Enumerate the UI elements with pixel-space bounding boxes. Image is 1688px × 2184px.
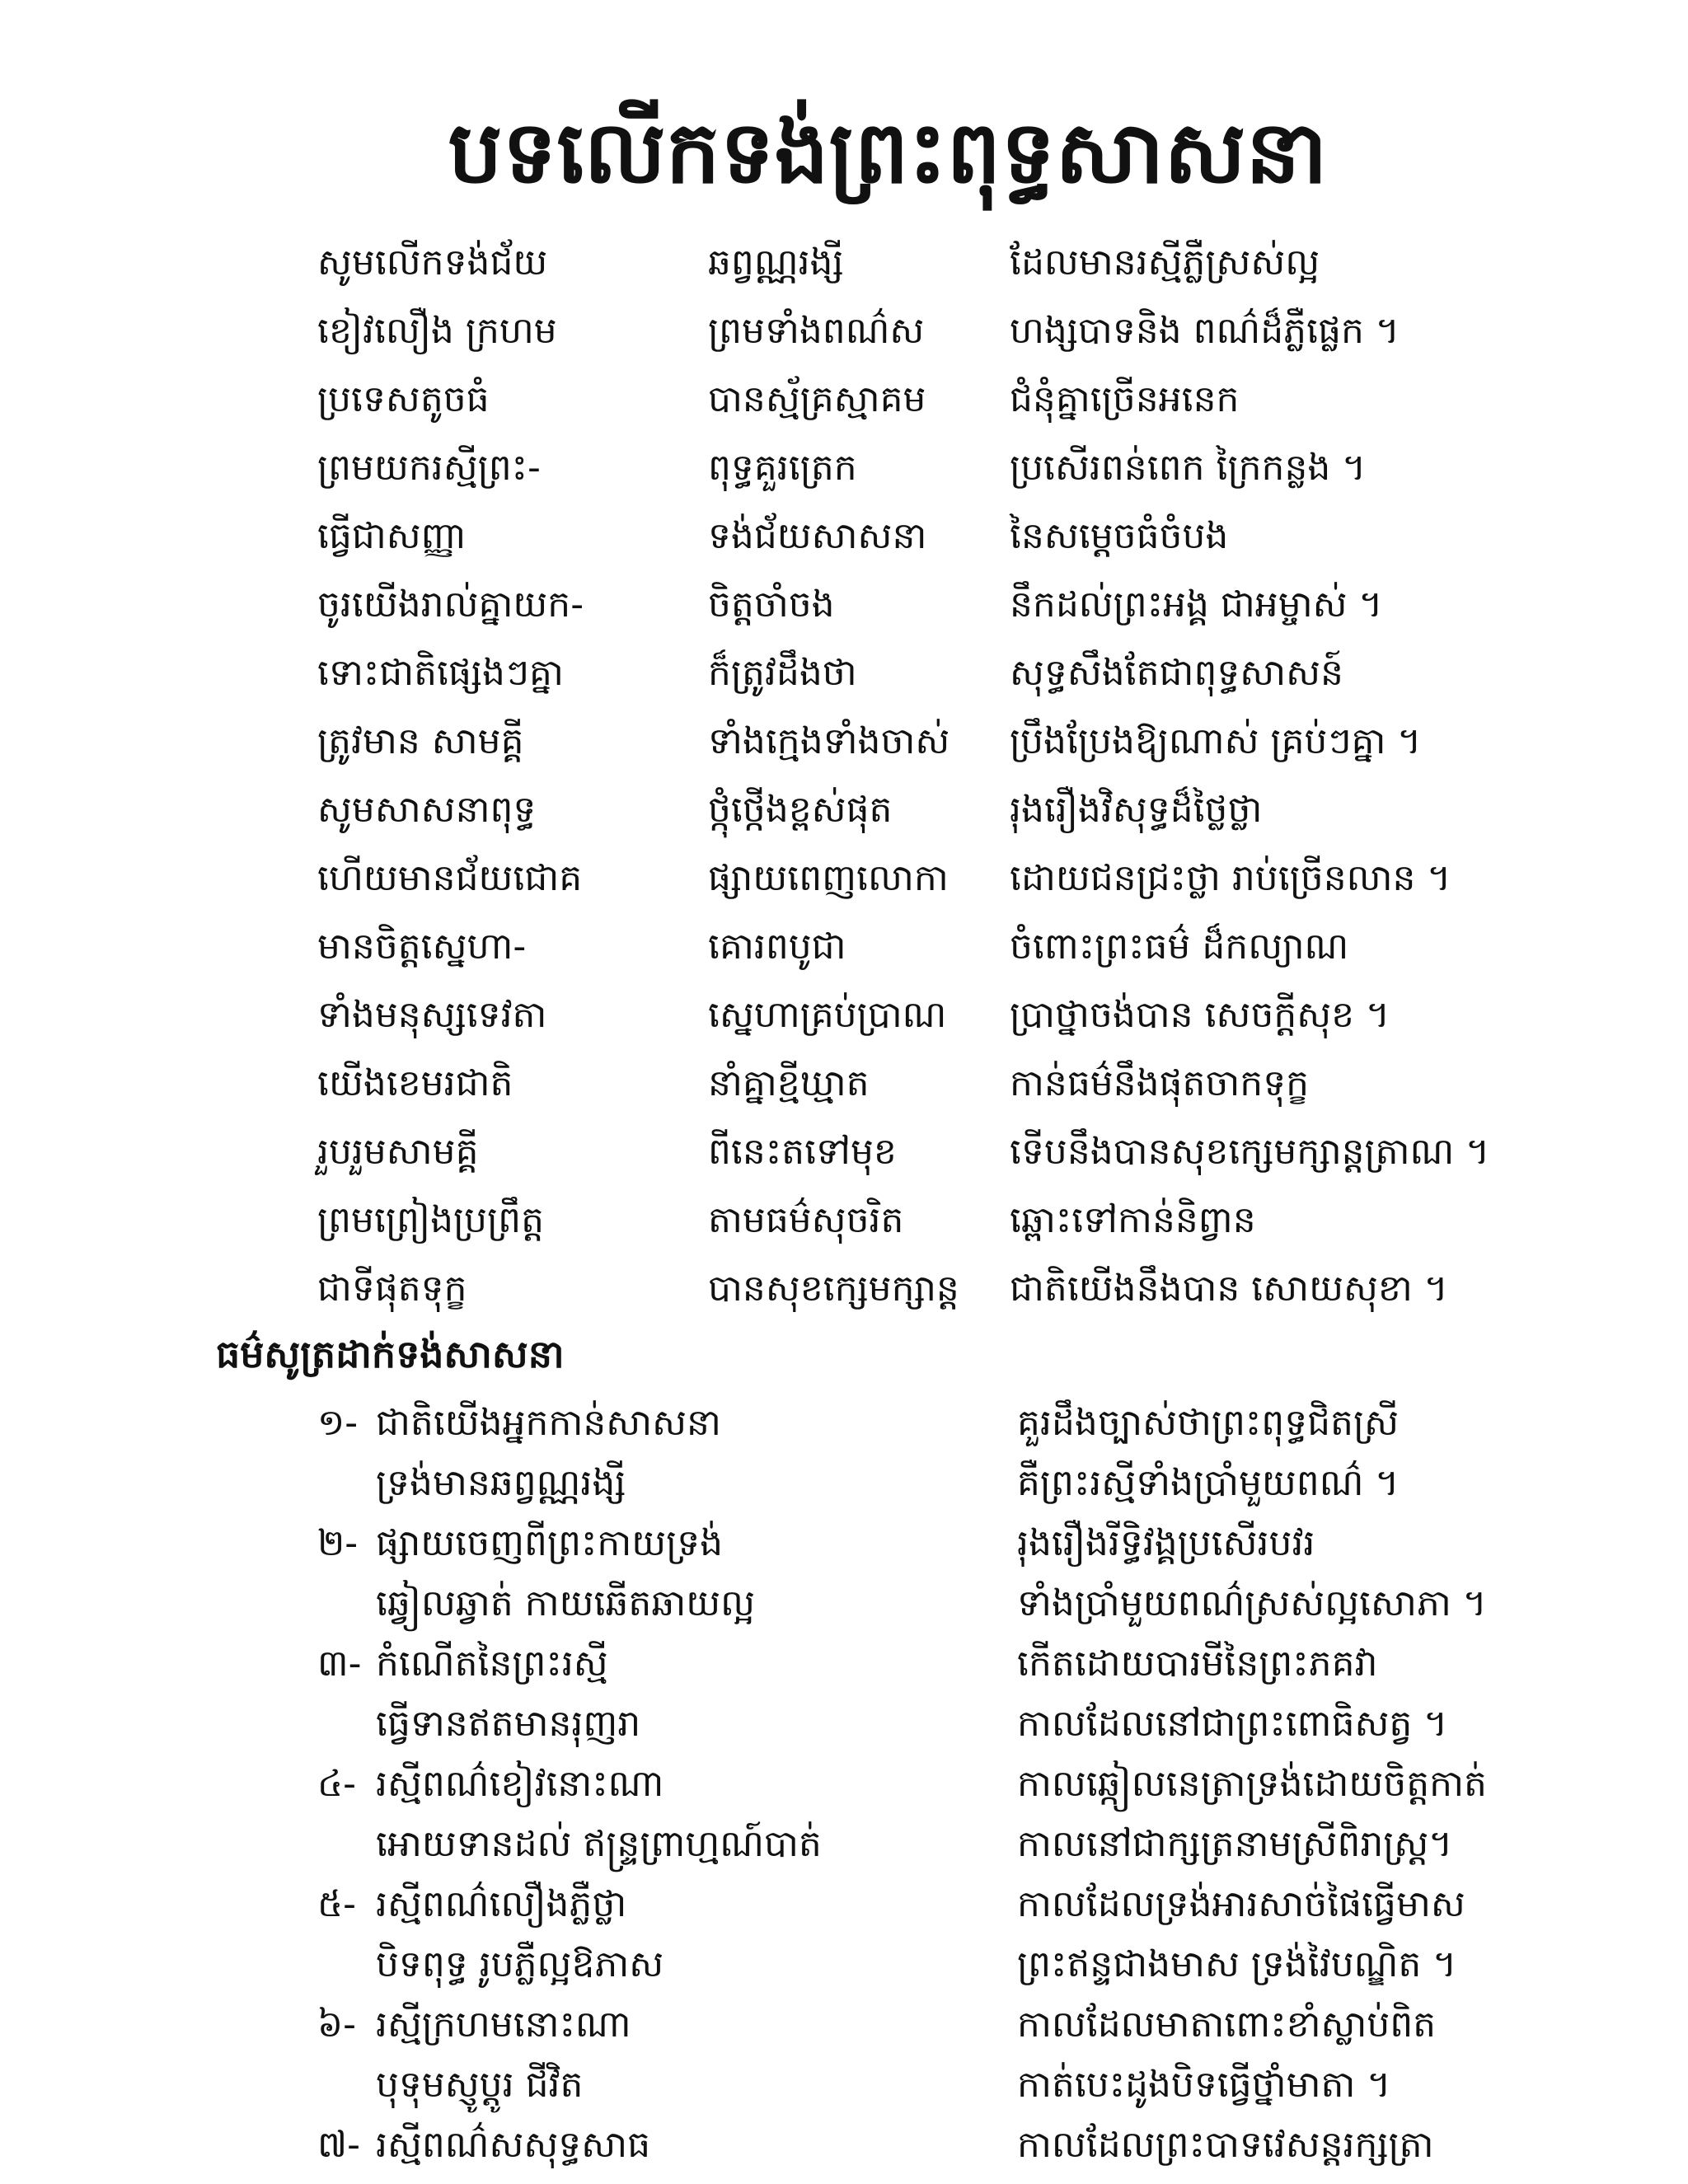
poem-phrase-3: ប្រាថ្នាចង់បាន សេចក្តីសុខ ។ <box>1010 994 1390 1036</box>
poem-phrase-3: នឹកដល់ព្រះអង្គ ជាអម្ចាស់ ។ <box>1010 583 1383 626</box>
verse-line <box>317 1633 1636 1694</box>
poem-phrase-1: ព្រមយករស្មីព្រះ- <box>317 447 541 489</box>
verse-number: ៤- <box>317 1763 357 1805</box>
poem-phrase-1: សូមលើកទង់ជ័យ <box>317 241 548 284</box>
poem-phrase-1: ខៀវលឿង ក្រហម <box>317 310 557 352</box>
poem-phrase-2: ពុទ្ធគួរត្រេក <box>708 447 857 489</box>
verse-line-left: ធ្វើទានឥតមានរុញរា <box>376 1703 641 1745</box>
poem-row <box>317 1254 1636 1323</box>
poem-row <box>317 844 1636 912</box>
poem-phrase-3: ជំនុំគ្នាច្រើនអនេក <box>1010 378 1240 420</box>
verse-number: ៧- <box>317 2124 360 2166</box>
verse-line-right: ទាំងប្រាំមួយពណ៌ស្រស់ល្អសោភា ។ <box>1017 1582 1487 1624</box>
poem-phrase-3: ប្រឹងប្រែងឱ្យណាស់ គ្រប់ៗគ្នា ។ <box>1010 720 1422 762</box>
poem-phrase-2: បានសុខក្សេមក្សាន្ត <box>708 1268 959 1310</box>
verse-line-left: រស្មីពណ៌លឿងភ្លឺថ្លា <box>376 1883 627 1925</box>
poem-phrase-1: សូមសាសនាពុទ្ធ <box>317 789 537 831</box>
verse-number-spacer <box>317 1453 376 1513</box>
poem-phrase-1: ទោះជាតិផ្សេងៗគ្នា <box>317 652 564 694</box>
poem-row <box>317 434 1636 502</box>
verse-line-right: កាលដែលទ្រង់អារសាច់ផៃធ្វើមាស <box>1017 1883 1465 1925</box>
verse-line <box>317 1874 1636 1934</box>
verse-number-spacer <box>317 1694 376 1754</box>
poem-phrase-1: ប្រទេសតូចធំ <box>317 378 490 420</box>
section-heading: ធម៌សូត្រដាក់ទង់សាសនា <box>216 1332 565 1376</box>
verse-line-right: កាលនៅជាក្សត្រនាមស្រីពិរាស្ត្រ។ <box>1017 1823 1453 1865</box>
poem-phrase-1: ធ្វើជាសញ្ញា <box>317 515 467 557</box>
verse-line-left: ទ្រង់មានឆព្វណ្ណរង្សី <box>376 1462 626 1504</box>
verse-number: ៦- <box>317 2004 357 2046</box>
verse-line-right: កើតដោយបារមីនៃព្រះភគវា <box>1017 1643 1378 1685</box>
verse-line-left: រស្មីពណ៌សសុទ្ធសាធ <box>376 2124 651 2166</box>
verse-line-right: កាលដែលមាតាពោះខាំស្លាប់ពិត <box>1017 2004 1437 2046</box>
verse-line-right: កាលដែលព្រះបាទវេសន្តរក្សត្រា <box>1017 2124 1434 2166</box>
verse-line-left: ឆ្វៀលឆ្វាត់ កាយឆើតឆាយល្អ <box>376 1582 756 1624</box>
poem-phrase-2: តាមធម៌សុចរិត <box>708 1199 904 1241</box>
poem-row <box>317 912 1636 981</box>
poem-phrase-2: បានស្ម័គ្រស្មាគម <box>708 378 926 420</box>
poem-phrase-1: យើងខេមរជាតិ <box>317 1062 513 1104</box>
poem-phrase-3: នៃសម្តេចធំចំបង <box>1010 515 1229 557</box>
poem-row <box>317 776 1636 844</box>
verse-line <box>317 2055 1636 2115</box>
poem <box>317 228 1636 1323</box>
poem-phrase-2: ឆព្វណ្ណរង្សី <box>708 241 844 284</box>
poem-row <box>317 228 1636 297</box>
poem-phrase-1: ព្រមព្រៀងប្រព្រឹត្ត <box>317 1199 544 1241</box>
verse-line <box>317 1393 1636 1453</box>
poem-row <box>317 365 1636 434</box>
poem-phrase-3: ហង្សបាទនិង ពណ៌ដ៏ភ្លឺផ្លេក ។ <box>1010 310 1400 352</box>
verse-number: ៥- <box>317 1883 357 1925</box>
verse-line-left: បិទពុទ្ធ រូបភ្លឺល្អឱភាស <box>376 1943 664 1985</box>
poem-row <box>317 570 1636 639</box>
poem-row <box>317 502 1636 570</box>
poem-row <box>317 639 1636 707</box>
verse-line <box>317 2115 1636 2175</box>
poem-phrase-3: កាន់ធម៌នឹងផុតចាកទុក្ខ <box>1010 1062 1310 1104</box>
verse-line-left: ជាតិយើងអ្នកកាន់សាសនា <box>376 1402 721 1444</box>
poem-phrase-3: ឆ្ពោះទៅកាន់និព្វាន <box>1010 1199 1256 1241</box>
poem-phrase-3: ទើបនឹងបានសុខក្សេមក្សាន្តត្រាណ ។ <box>1010 1131 1490 1173</box>
poem-phrase-1: មានចិត្តស្នេហា- <box>317 926 527 968</box>
verse-line-left: បុទុមស្ញូប្តូរ ជីវិត <box>376 2064 584 2106</box>
verse-line <box>317 1934 1636 1994</box>
poem-row <box>317 1186 1636 1254</box>
verse-line <box>317 1453 1636 1513</box>
verse-number: ១- <box>317 1402 359 1444</box>
verse-list <box>317 1393 1636 2175</box>
verse-number: ២- <box>317 1522 359 1564</box>
poem-phrase-2: គោរពបូជា <box>708 926 846 968</box>
verse-line <box>317 1513 1636 1573</box>
poem-phrase-1: ទាំងមនុស្សទេវតា <box>317 994 547 1036</box>
verse-number-spacer <box>317 1573 376 1633</box>
verse-number-spacer <box>317 1934 376 1994</box>
verse-number-spacer <box>317 2055 376 2115</box>
document-title: បទលើកទង់ព្រះពុទ្ធសាសនា <box>448 102 1328 203</box>
verse-line <box>317 1694 1636 1754</box>
poem-phrase-1: ជាទីផុតទុក្ខ <box>317 1268 467 1310</box>
verse-line-left: អោយទានដល់ ឥន្ទ្រព្រាហ្មណ៍បាត់ <box>376 1823 822 1865</box>
verse-line-left: ផ្សាយចេញពីព្រះកាយទ្រង់ <box>376 1522 724 1564</box>
verse-line-right: ព្រះឥន្ទជាងមាស ទ្រង់វៃបណ្ឌិត ។ <box>1017 1943 1457 1985</box>
poem-phrase-3: សុទ្ធសឹងតែជាពុទ្ធសាសន៍ <box>1010 652 1343 694</box>
poem-phrase-3: ចំពោះព្រះធម៌ ដ៏កល្យាណ <box>1010 926 1349 968</box>
poem-row <box>317 981 1636 1049</box>
poem-phrase-3: រុងរឿងវិសុទ្ធដ៏ថ្លៃថ្លា <box>1010 789 1263 831</box>
poem-phrase-2: ក៏ត្រូវដឹងថា <box>708 652 857 694</box>
poem-phrase-3: ប្រសើរពន់ពេក ក្រៃកន្លង ។ <box>1010 447 1367 489</box>
poem-phrase-2: ស្នេហាគ្រប់ប្រាណ <box>708 994 947 1036</box>
poem-phrase-2: ទាំងក្មេងទាំងចាស់ <box>708 720 950 762</box>
verse-line-left: រស្មីក្រហមនោះណា <box>376 2004 631 2046</box>
verse-line-right: កាលដែលនៅជាព្រះពោធិសត្វ ។ <box>1017 1703 1448 1745</box>
verse-line-right: រុងរឿងរីទ្ធិវង្គប្រសើរបវរ <box>1017 1522 1315 1564</box>
poem-phrase-2: ថ្កុំថ្កើងខ្ពស់ផុត <box>708 789 893 831</box>
poem-phrase-2: ចិត្តចាំចង <box>708 583 835 626</box>
poem-phrase-3: ដោយជនជ្រះថ្លា រាប់ច្រើនលាន ។ <box>1010 857 1451 899</box>
verse-line-left: កំណើតនៃព្រះរស្មី <box>376 1643 608 1685</box>
poem-phrase-1: ត្រូវមាន សាមគ្គី <box>317 720 524 762</box>
poem-phrase-2: ព្រមទាំងពណ៌ស <box>708 310 925 352</box>
poem-phrase-3: ដែលមានរស្មីភ្លឺស្រស់ល្អ <box>1010 241 1320 284</box>
verse-line <box>317 1994 1636 2055</box>
poem-phrase-2: នាំគ្នាខ្មីឃ្មាត <box>708 1062 870 1104</box>
verse-line <box>317 1573 1636 1633</box>
poem-phrase-2: ពីនេះតទៅមុខ <box>708 1131 897 1173</box>
poem-phrase-2: ទង់ជ័យសាសនា <box>708 515 927 557</box>
verse-number: ៣- <box>317 1643 362 1685</box>
verse-line-left: រស្មីពណ៌ខៀវនោះណា <box>376 1763 664 1805</box>
verse-number-spacer <box>317 1814 376 1874</box>
poem-phrase-1: ចូរយើងរាល់គ្នាយក- <box>317 583 584 626</box>
verse-line-right: កាលឆ្កៀលនេត្រាទ្រង់ដោយចិត្តកាត់ <box>1017 1763 1487 1805</box>
verse-line-right: គួរដឹងច្បាស់ថាព្រះពុទ្ធជិតស្រី <box>1017 1402 1399 1444</box>
poem-phrase-1: ហើយមានជ័យជោគ <box>317 857 583 899</box>
poem-row <box>317 297 1636 365</box>
poem-row <box>317 707 1636 776</box>
verse-line <box>317 1814 1636 1874</box>
verse-line-right: កាត់បេះដូងបិទធ្វើថ្នាំមាតា ។ <box>1017 2064 1391 2106</box>
poem-row <box>317 1049 1636 1118</box>
poem-row <box>317 1118 1636 1186</box>
verse-line <box>317 1754 1636 1814</box>
poem-phrase-3: ជាតិយើងនឹងបាន សោយសុខា ។ <box>1010 1268 1448 1310</box>
poem-phrase-2: ផ្សាយពេញលោកា <box>708 857 949 899</box>
verse-line-right: គឺព្រះរស្មីទាំងប្រាំមួយពណ៌ ។ <box>1017 1462 1400 1504</box>
poem-phrase-1: រួបរួមសាមគ្គី <box>317 1131 479 1173</box>
